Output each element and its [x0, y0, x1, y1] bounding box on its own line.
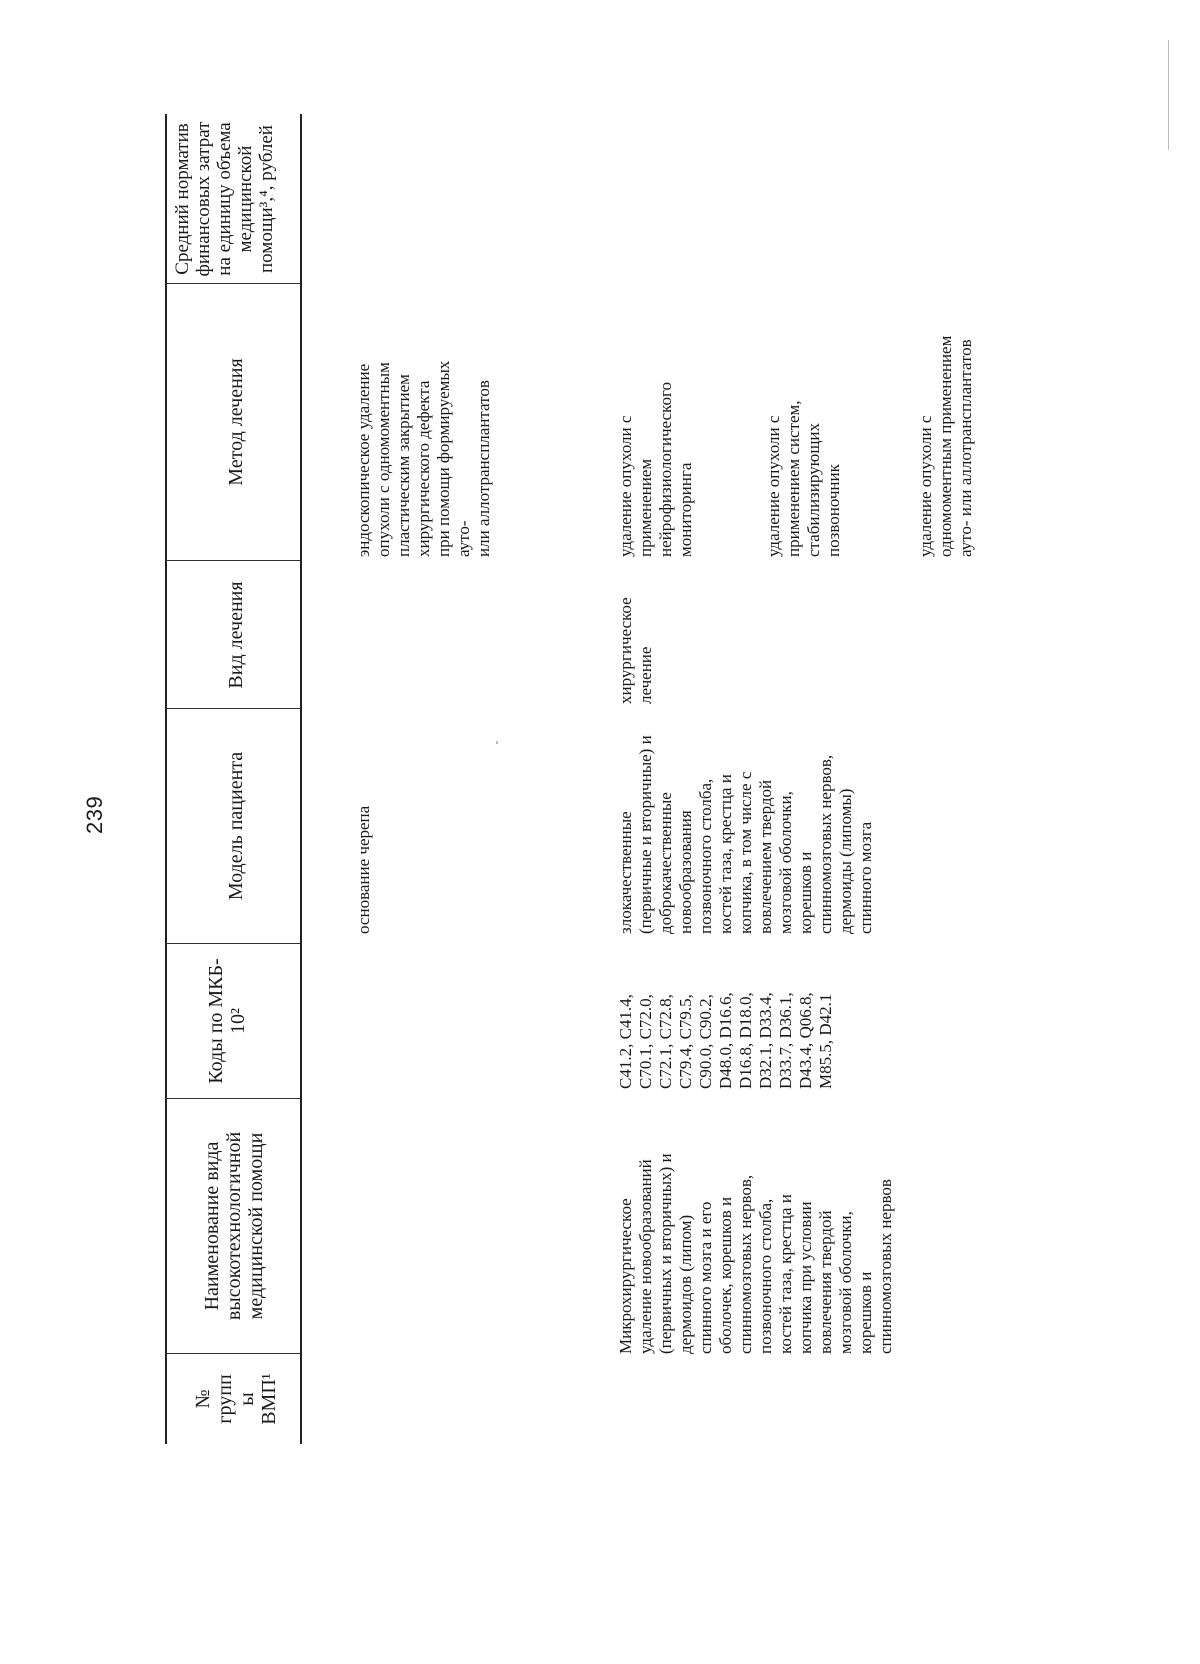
continuation-treatment-method: эндоскопическое удаление опухоли с одномоментным пластическим закрытием хирургического дефекта при помощи формируемых ауто- или аллотрансплантатов — [354, 360, 493, 557]
header-col-separator — [166, 943, 300, 944]
header-col-separator — [166, 560, 300, 561]
header-icd-codes: Коды по МКБ- 10² — [205, 958, 249, 1084]
header-patient-model: Модель пациента — [225, 751, 247, 901]
header-col-separator — [166, 708, 300, 709]
treatment-type-cell: хирургическое лечение — [616, 597, 655, 704]
table-top-rule — [165, 114, 167, 1444]
page-number: 239 — [82, 795, 107, 834]
header-average-cost: Средний норматив финансовых затрат на единицу объема медицинской помощи³,⁴, рублей — [172, 121, 277, 277]
header-treatment-method: Метод лечения — [225, 358, 247, 486]
header-vmp-name: Наименование вида высокотехнологичной медицинской помощи — [201, 1131, 267, 1321]
treatment-method-item: удаление опухоли с применением систем, стабилизирующих позвоночник — [764, 400, 843, 557]
treatment-method-item: удаление опухоли с применением нейрофизиологического мониторинга — [616, 381, 695, 557]
patient-model-cell: злокачественные (первичные и вторичные) и доброкачественные новообразования позвоночного столба, костей таза, крестца и копчика, в том числе с вовлечением твердой мозговой оболочки, корешков и спинномозговых нервов, дермоиды (липомы) спинного мозга — [616, 735, 875, 934]
treatment-method-item: удаление опухоли с одномоментным применением ауто- или аллотрансплантатов — [916, 335, 975, 557]
header-treatment-type: Вид лечения — [225, 581, 247, 689]
scan-speck — [496, 741, 498, 744]
header-col-separator — [166, 283, 300, 284]
header-col-separator — [166, 1353, 300, 1354]
scan-edge-artifact — [1168, 40, 1169, 150]
continuation-patient-model: основание черепа — [354, 805, 373, 934]
header-group-number: № групп ы ВМП¹ — [192, 1373, 280, 1425]
header-col-separator — [166, 1098, 300, 1099]
icd-codes-cell: C41.2, C41.4, C70.1, C72.0, C72.1, C72.8, C79.4, C79.5, C90.0, C90.2, D48.0, D16.6, D16.8, D18.0, D32.1, D33.4, D33.7, D36.1, D43.4, Q06.8, M85.5, D42.1 — [616, 992, 835, 1089]
vmp-name-cell: Микрохирургическое удаление новообразований (первичных и вторичных) и дермоидов (липом) спинного мозга и его оболочек, корешков и спинномозговых нервов, позвоночного столба, костей таза, крестца и копчика при условии вовлечения твердой мозговой оболочки, корешков и спинномозговых нервов — [616, 1153, 895, 1354]
table-header-bottom-rule — [300, 114, 302, 1444]
